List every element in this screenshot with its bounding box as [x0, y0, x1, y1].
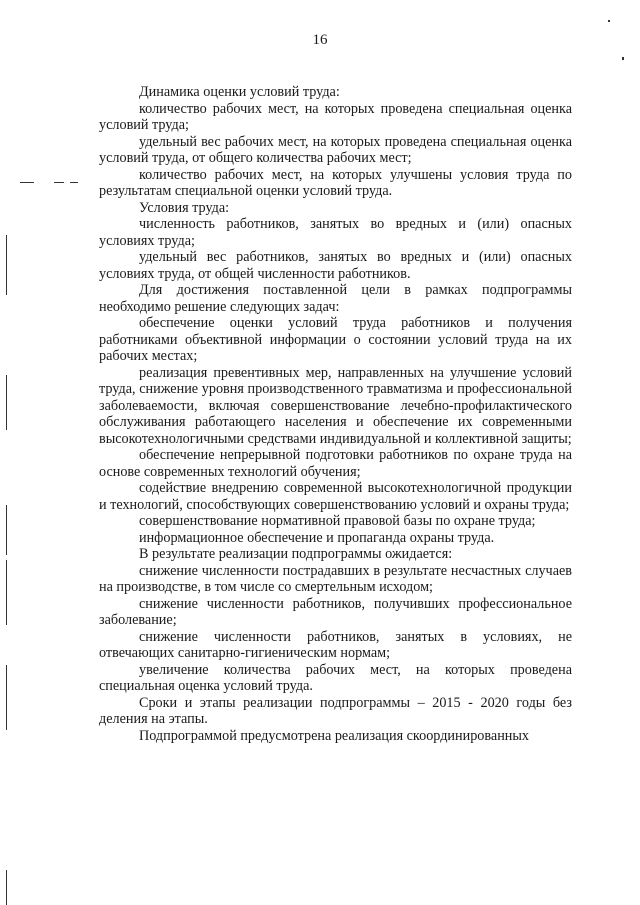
paragraph: снижение численности работников, занятых в условиях, не отвечающих санитарно-гигиеническим нормам; — [99, 628, 572, 661]
paragraph: Условия труда: — [139, 199, 230, 216]
paragraph: снижение численности работников, получивших профессиональное заболевание; — [99, 595, 572, 628]
paragraph: увеличение количества рабочих мест, на которых проведена специальная оценка условий труда. — [99, 661, 572, 694]
paragraph: снижение численности пострадавших в результате несчастных случаев на производстве, в том числе со смертельным исходом; — [99, 562, 572, 595]
scan-edge-line — [6, 505, 7, 555]
paragraph: удельный вес работников, занятых во вредных и (или) опасных условиях труда, от общей численности работников. — [99, 249, 572, 282]
scan-edge-line — [6, 870, 7, 905]
paragraph: информационное обеспечение и пропаганда охраны труда. — [139, 529, 495, 546]
paragraph: обеспечение непрерывной подготовки работников по охране труда на основе современных технологий обучения; — [99, 447, 572, 480]
paragraph: обеспечение оценки условий труда работников и получения работниками объективной информации о состоянии условий труда на их рабочих местах; — [99, 315, 572, 364]
paragraph: Подпрограммой предусмотрена реализация скоординированных — [139, 727, 530, 744]
page-number: 16 — [312, 32, 328, 48]
paragraph: удельный вес рабочих мест, на которых проведена специальная оценка условий труда, от общего количества рабочих мест; — [99, 133, 572, 166]
paragraph: Динамика оценки условий труда: — [139, 84, 340, 100]
scan-dash-mark — [54, 182, 64, 183]
scan-dot-mark — [622, 57, 624, 60]
scan-dot-mark — [608, 20, 610, 22]
scan-edge-line — [6, 375, 7, 430]
scan-edge-line — [6, 665, 7, 730]
paragraph: Для достижения поставленной цели в рамках подпрограммы необходимо решение следующих задач: — [99, 282, 572, 315]
document-body — [99, 84, 572, 744]
scan-edge-line — [6, 560, 7, 625]
scan-dash-mark — [70, 182, 78, 183]
scan-edge-line — [6, 235, 7, 295]
paragraph: численность работников, занятых во вредных и (или) опасных условиях труда; — [99, 216, 572, 249]
scan-dash-mark — [20, 182, 34, 183]
paragraph: количество рабочих мест, на которых проведена специальная оценка условий труда; — [99, 100, 572, 133]
paragraph: В результате реализации подпрограммы ожидается: — [139, 546, 453, 562]
paragraph: совершенствование нормативной правовой базы по охране труда; — [139, 513, 536, 529]
paragraph: количество рабочих мест, на которых улучшены условия труда по результатам специальной оценки условий труда. — [99, 166, 572, 199]
paragraph: реализация превентивных мер, направленных на улучшение условий труда, снижение уровня производственного травматизма и профессиональной заболеваемости, включая совершенствование лечебно-профилактического обслуживания работающего населения и обеспечение их современными высокотехнологичными средствами индивидуальной и коллективной защиты; — [99, 364, 572, 447]
paragraph: Сроки и этапы реализации подпрограммы – 2015 - 2020 годы без деления на этапы. — [99, 694, 572, 727]
paragraph: содействие внедрению современной высокотехнологичной продукции и технологий, способствующих совершенствованию условий и охраны труда; — [99, 480, 572, 513]
